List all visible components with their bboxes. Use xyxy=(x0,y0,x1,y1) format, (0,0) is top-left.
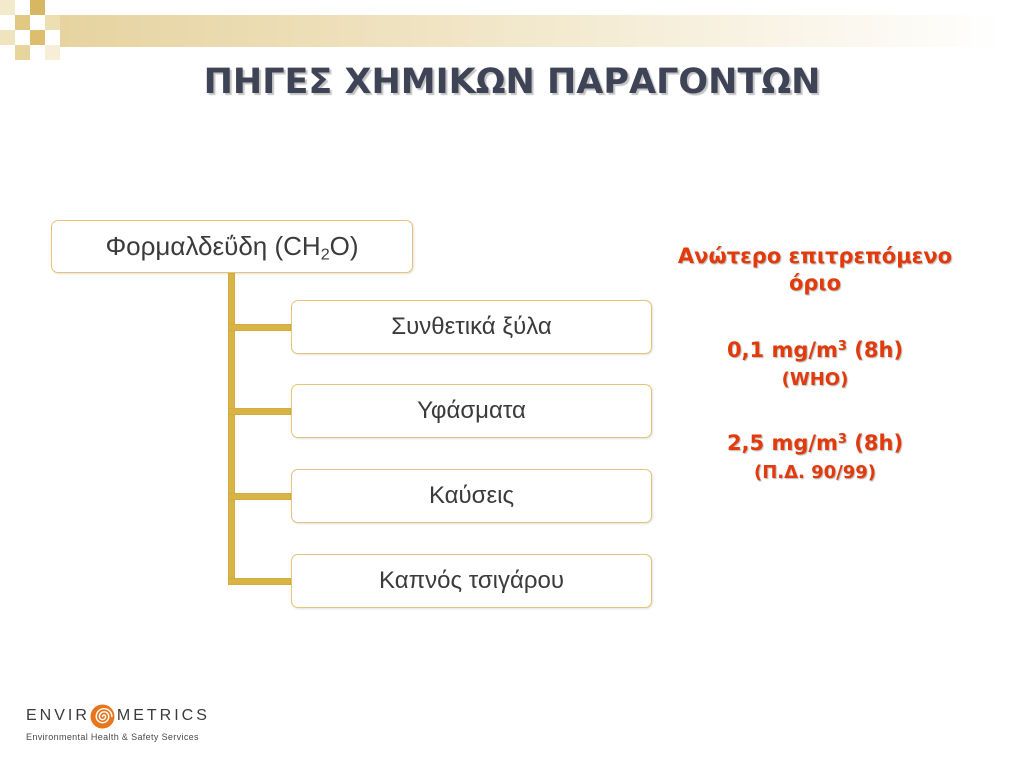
hierarchy-diagram xyxy=(51,220,652,608)
child-node-cigarette-smoke xyxy=(291,554,652,608)
connector-branch xyxy=(228,578,291,585)
root-label-subscript: 2 xyxy=(320,245,330,264)
exposure-limits-panel xyxy=(645,240,985,490)
root-node-formaldehyde xyxy=(51,220,413,273)
child-node-label: Συνθετικά ξύλα xyxy=(391,313,552,340)
root-label-prefix: Φορμαλδεΰδη (CH xyxy=(105,231,321,261)
logo-word-envir: ENVIR xyxy=(26,707,90,724)
child-node-synthetic-wood xyxy=(291,300,652,354)
connector-trunk xyxy=(228,273,235,585)
decor-square xyxy=(0,30,15,45)
limit-value-pd xyxy=(645,429,985,457)
limit-value-superscript: 3 xyxy=(837,338,847,354)
slide-title: ΠΗΓΕΣ ΧΗΜΙΚΩΝ ΠΑΡΑΓΟΝΤΩΝ xyxy=(203,62,821,102)
header-decoration xyxy=(0,0,1024,60)
decor-square xyxy=(15,15,30,30)
limit-value-superscript: 3 xyxy=(837,431,847,447)
connector-branch xyxy=(228,324,291,331)
limits-heading-line: Ανώτερο επιτρεπόμενο xyxy=(677,244,953,268)
limit-value-period: (8h) xyxy=(846,338,904,362)
connector-branch xyxy=(228,408,291,415)
limit-value-text: 2,5 mg/m xyxy=(726,431,838,455)
root-label-suffix: O) xyxy=(329,231,359,261)
decor-square xyxy=(0,0,15,15)
envirometrics-logo xyxy=(26,703,226,743)
limit-value-who xyxy=(645,336,985,364)
decor-square xyxy=(30,30,45,45)
limits-heading-line: όριο xyxy=(788,271,842,295)
header-gradient-band xyxy=(60,15,1024,47)
logo-wordmark xyxy=(26,703,226,729)
logo-tagline: Environmental Health & Safety Services xyxy=(26,732,199,742)
child-node-label: Καπνός τσιγάρου xyxy=(378,567,564,594)
spiral-circle-icon xyxy=(90,704,115,729)
child-node-label: Καύσεις xyxy=(428,482,515,509)
decor-square xyxy=(15,45,30,60)
limit-source-who: (WHO) xyxy=(781,369,849,390)
limit-value-text: 0,1 mg/m xyxy=(726,338,838,362)
decor-square xyxy=(45,15,60,30)
decor-square xyxy=(30,0,45,15)
limit-source-pd: (Π.Δ. 90/99) xyxy=(753,462,877,483)
child-node-fabrics xyxy=(291,384,652,438)
child-node-label: Υφάσματα xyxy=(417,397,526,424)
limit-value-period: (8h) xyxy=(846,431,904,455)
logo-word-metrics: METRICS xyxy=(116,707,210,724)
connector-branch xyxy=(228,493,291,500)
root-node-label xyxy=(105,231,358,262)
decor-square xyxy=(45,45,60,60)
child-node-combustion xyxy=(291,469,652,523)
